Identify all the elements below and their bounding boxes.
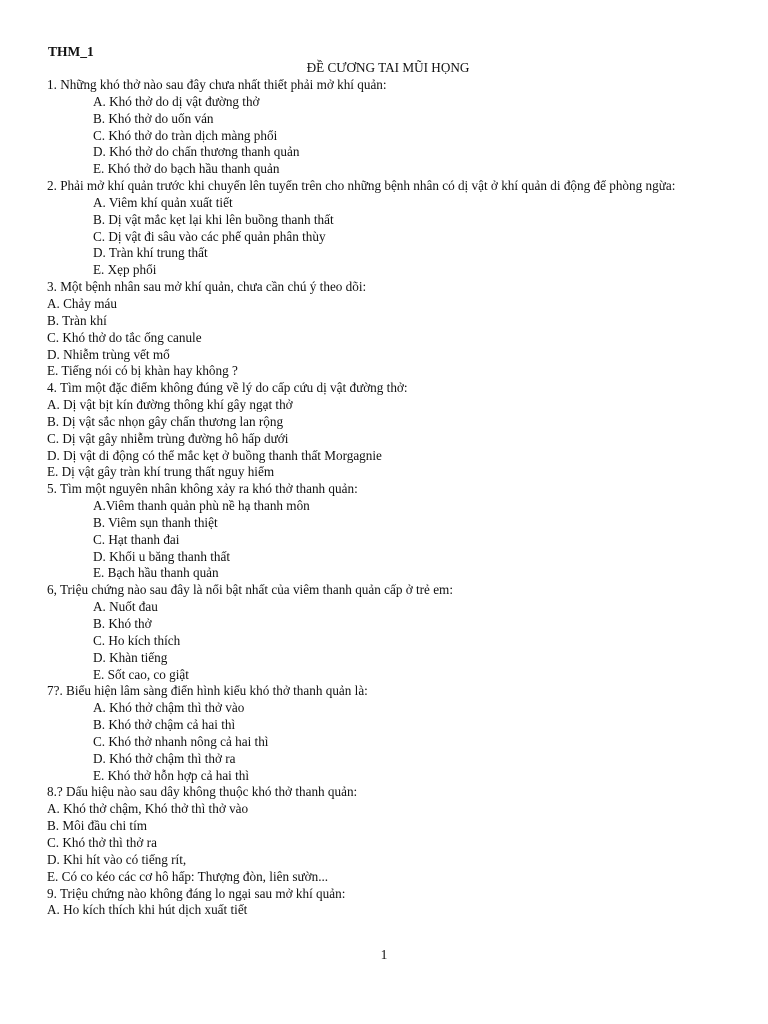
question-1: 1. Những khó thở nào sau đây chưa nhất thiết phải mở khí quản: xyxy=(47,77,387,92)
q1-option-d: D. Khó thở do chấn thương thanh quản xyxy=(93,144,300,160)
q5-option-d: D. Khối u băng thanh thất xyxy=(93,548,230,564)
q3-option-b: B. Tràn khí xyxy=(47,312,107,328)
q4-option-c: C. Dị vật gây nhiễm trùng đường hô hấp dưới xyxy=(47,430,289,446)
question-list xyxy=(47,77,727,919)
q2-option-d: D. Tràn khí trung thất xyxy=(93,245,208,261)
page-number: 1 xyxy=(380,947,388,962)
q9-option-a: A. Ho kích thích khi hút dịch xuất tiết xyxy=(47,902,248,918)
question-3: 3. Một bệnh nhân sau mở khí quản, chưa cần chú ý theo dõi: xyxy=(47,279,367,295)
document-code: THM_1 xyxy=(48,44,94,59)
q4-option-a: A. Dị vật bịt kín đường thông khí gây ngạt thở xyxy=(47,397,293,413)
q5-option-a: A.Viêm thanh quản phù nề hạ thanh môn xyxy=(93,498,310,514)
q6-option-e: E. Sốt cao, co giật xyxy=(93,666,189,682)
q8-option-b: B. Môi đầu chi tím xyxy=(47,818,148,834)
q6-option-a: A. Nuốt đau xyxy=(93,599,158,615)
document-title: ĐỀ CƯƠNG TAI MŨI HỌNG xyxy=(306,60,470,75)
q3-option-a: A. Chảy máu xyxy=(47,295,117,311)
q3-option-c: C. Khó thở do tắc ống canule xyxy=(47,329,202,345)
q6-option-c: C. Ho kích thích xyxy=(93,632,181,648)
question-6: 6, Triệu chứng nào sau đây là nổi bật nhất của viêm thanh quản cấp ở trẻ em: xyxy=(47,582,453,598)
q5-option-c: C. Hạt thanh đai xyxy=(93,531,180,547)
q4-option-b: B. Dị vật sắc nhọn gây chấn thương lan rộng xyxy=(47,413,284,429)
q8-option-e: E. Có co kéo các cơ hô hấp: Thượng đòn, liên sườn... xyxy=(47,868,329,884)
q6-option-b: B. Khó thở xyxy=(93,616,152,631)
q8-option-d: D. Khi hít vào có tiếng rít, xyxy=(47,851,187,867)
question-9: 9. Triệu chứng nào không đáng lo ngại sau mở khí quản: xyxy=(47,885,346,901)
q1-option-c: C. Khó thở do tràn dịch màng phổi xyxy=(93,127,278,143)
q2-option-c: C. Dị vật đi sâu vào các phế quản phân thùy xyxy=(93,228,326,244)
q4-option-d: D. Dị vật di động có thể mắc kẹt ở buồng thanh thất Morgagnie xyxy=(47,447,382,463)
q7-option-e: E. Khó thở hỗn hợp cả hai thì xyxy=(93,767,250,783)
q5-option-b: B. Viêm sụn thanh thiệt xyxy=(93,514,218,530)
question-7: 7?. Biểu hiện lâm sàng điển hình kiểu khó thở thanh quản là: xyxy=(47,683,368,699)
q3-option-d: D. Nhiễm trùng vết mổ xyxy=(47,346,170,362)
q7-option-b: B. Khó thở chậm cả hai thì xyxy=(93,717,236,733)
q5-option-e: E. Bạch hầu thanh quản xyxy=(93,565,219,581)
question-5: 5. Tìm một nguyên nhân không xảy ra khó thở thanh quản: xyxy=(47,481,358,497)
q2-option-a: A. Viêm khí quản xuất tiết xyxy=(93,194,233,210)
q2-option-e: E. Xẹp phổi xyxy=(93,262,157,278)
q8-option-c: C. Khó thở thì thở ra xyxy=(47,834,157,850)
q1-option-e: E. Khó thở do bạch hầu thanh quản xyxy=(93,161,280,177)
question-4: 4. Tìm một đặc điểm không đúng về lý do cấp cứu dị vật đường thở: xyxy=(47,380,408,396)
question-8: 8.? Dấu hiệu nào sau dây không thuộc khó thở thanh quản: xyxy=(47,784,358,800)
q8-option-a: A. Khó thở chậm, Khó thở thì thở vào xyxy=(47,801,249,817)
q3-option-e: E. Tiếng nói có bị khàn hay không ? xyxy=(47,363,238,379)
q6-option-d: D. Khàn tiếng xyxy=(93,649,168,665)
q1-option-a: A. Khó thở do dị vật đường thở xyxy=(93,93,260,109)
q7-option-a: A. Khó thở chậm thì thở vào xyxy=(93,700,245,716)
q7-option-c: C. Khó thở nhanh nông cả hai thì xyxy=(93,733,269,749)
question-2: 2. Phải mở khí quản trước khi chuyển lên tuyến trên cho những bệnh nhân có dị vật ở khí quản di động để phòng ngừa: xyxy=(47,178,676,194)
q4-option-e: E. Dị vật gây tràn khí trung thất nguy hiểm xyxy=(47,464,275,480)
q2-option-b: B. Dị vật mắc kẹt lại khi lên buồng thanh thất xyxy=(93,211,334,227)
q1-option-b: B. Khó thở do uốn ván xyxy=(93,110,214,126)
q7-option-d: D. Khó thở chậm thì thở ra xyxy=(93,750,236,766)
